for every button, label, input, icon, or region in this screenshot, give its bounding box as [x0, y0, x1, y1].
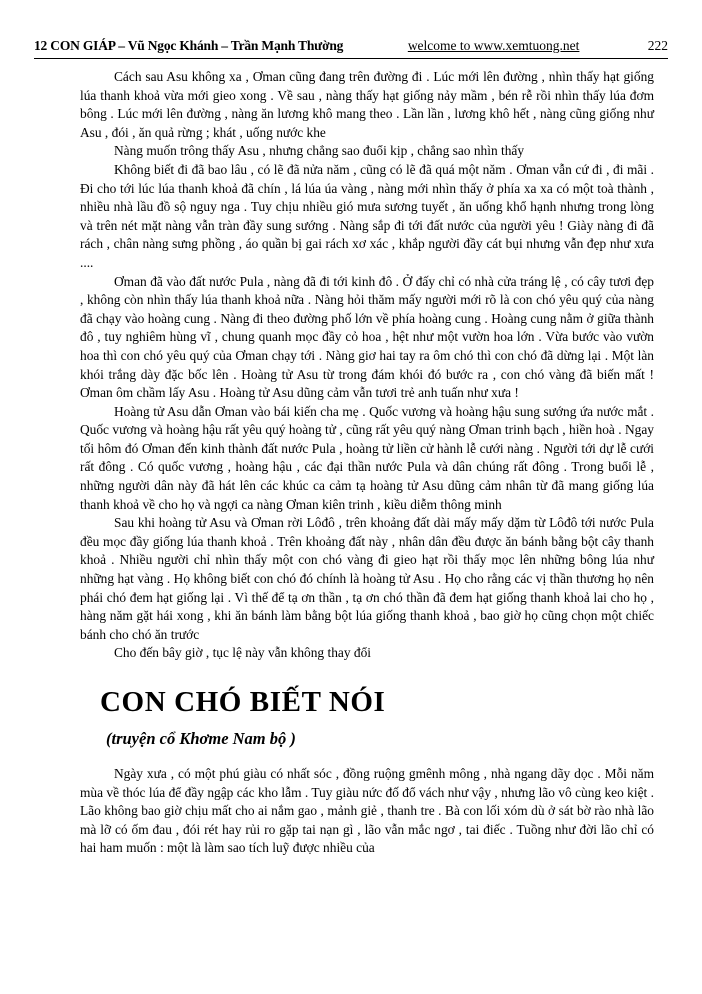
paragraph: Ngày xưa , có một phú giàu có nhất sóc , đồng ruộng gmênh mông , nhà ngang dãy dọc . Mỗi năm mùa về thóc lúa để đầy ngập các kho lẫm . Tuy giàu nức đố đổ vách như vậy , nhưng lão vô cùng keo kiệt . Lão không bao giờ chịu mất cho ai nắm gao , mảnh giẻ , thanh tre . Bà con lối xóm dù ở sát bờ rào nhà lão mà lỡ có ốm đau , đói rét hay rủi ro gặp tai nạn gì , lão vẫn mắc ngơ , tai điếc . Tuồng như đời lão chỉ có hai ham muốn : một là làm sao tích luỹ được nhiều của: [80, 766, 654, 856]
paragraph: Cách sau Asu không xa , Ơman cũng đang trên đường đi . Lúc mới lên đường , nhìn thấy hạt giống lúa thanh khoả vừa mới gieo xong . Về sau , nàng thấy hạt giống nảy mầm , bén rễ rồi nhìn thấy lúa đơm bông . Lúc mới lên đường , nàng ăn lương khô mang theo . Lần lần , lương khô hết , nàng cũng giống như Asu , đói , ăn quả rừng ; khát , uống nước khe: [80, 69, 654, 140]
paragraph: Ơman đã vào đất nước Pula , nàng đã đi tới kinh đô . Ở đấy chỉ có nhà cửa tráng lệ , có cây tươi đẹp , không còn nhìn thấy lúa thanh khoả nữa . Nàng hỏi thăm mấy người mới rõ là con chó yêu quý của nàng đã chạy vào hoàng cung . Nàng đi theo đường phố lớn về phía hoàng cung . Hoàng cung nằm ở giữa thành đô , tuy nghiêm hùng vĩ , chung quanh mọc đầy cỏ hoa , hệt như một vườn hoa lớn . Vừa bước vào vườn hoa thì con chó yêu quý của Ơman chạy tới . Nàng giơ hai tay ra ôm chó thì con chó đã dừng lại . Một làn khói trắng dày đặc bốc lên . Hoàng tử Asu từ trong đám khói đó bước ra , con chó vàng đã biến mất ! Ơman ôm chầm lấy Asu . Hoàng tử Asu dũng cảm vẫn tươi trẻ anh tuấn như xưa !: [80, 273, 654, 401]
body-text: [34, 68, 668, 663]
paragraph: Hoàng tử Asu dẫn Ơman vào bái kiến cha mẹ . Quốc vương và hoàng hậu sung sướng ứa nước mắt . Quốc vương và hoàng hậu rất yêu quý hoàng tử , cũng rất yêu quý nàng Ơman trinh bạch , hiền hoà . Ngay tối hôm đó Ơman đến kinh thành đất nước Pula , hoàng tử liền cử hành lễ cưới nàng . Người tới dự lễ cưới rất đông . Có quốc vương , hoàng hậu , các đại thần nước Pula và dân chúng rất đông . Trong buổi lễ , những người dân này đã hát lên các khúc ca cảm tạ hoàng tử Asu dũng cảm nhân từ đã mang giống lúa thanh khoả về cho họ và ngợi ca nàng Ơman kiên trinh , kiều diễm thông minh: [80, 403, 654, 512]
page-header: [34, 38, 668, 54]
header-book-title: 12 CON GIÁP – Vũ Ngọc Khánh – Trần Mạnh Thường: [34, 38, 344, 53]
story-body-text: [34, 765, 668, 858]
header-site-link: [343, 38, 626, 54]
header-divider: [34, 58, 668, 59]
paragraph: Sau khi hoàng tử Asu và Ơman rời Lôđô , trên khoảng đất dài mấy mấy dặm từ Lôđô tới nước Pula đều mọc đầy giống lúa thanh khoả . Trên khoảng đất này , nhân dân đều được ăn bánh bằng bột cây thanh khoả . Nhiều người chỉ nhìn thấy một con chó vàng đi gieo hạt rồi thấy mọc lên những bông lúa như những hạt vàng . Họ không biết con chó đó chính là hoàng tử Asu . Họ cho rằng các vị thần thương họ nên phái chó đem hạt giống lại . Vì thế để tạ ơn thần , tạ ơn chó thần đã đem hạt giống thanh khoả lai cho họ , hàng năm gặt hái xong , khi ăn bánh làm bằng bột lúa giống thanh khoả , bao giờ họ cũng chọn một chiếc bánh cho chó ăn trước: [80, 515, 654, 642]
header-site-link-text[interactable]: welcome to www.xemtuong.net: [407, 38, 580, 53]
paragraph: Cho đến bây giờ , tục lệ này vẫn không thay đổi: [114, 645, 371, 661]
story-subtitle: (truyện cổ Khơme Nam bộ ): [106, 729, 296, 748]
page-number: 222: [647, 38, 668, 53]
story-title-block: [34, 685, 668, 749]
paragraph: Không biết đi đã bao lâu , có lẽ đã nửa năm , cũng có lẽ đã quá một năm . Ơman vẫn cứ đi , đi mãi . Đi cho tới lúc lúa thanh khoả đã chín , lá lúa úa vàng , nàng mới nhìn thấy ở phía xa xa có một toà thành , nhiều nhà lầu đồ sộ nguy nga . Tuy chịu nhiều gió mưa sương tuyết , ăn uống khổ hạnh nhưng trong lòng và trên nét mặt nàng vẫn tràn đầy sung sướng . Nàng sắp đi tới đất nước của người yêu ! Giày nàng đi đã rách , chân nàng sưng phồng , áo quần bị gai rách xơ xác , khắp người đầy cát bụi nhưng vẫn đẹp như xưa ....: [80, 161, 654, 270]
story-title: CON CHÓ BIẾT NÓI: [100, 686, 386, 718]
paragraph: Nàng muốn trông thấy Asu , nhưng chẳng sao đuổi kịp , chẳng sao nhìn thấy: [114, 143, 525, 159]
